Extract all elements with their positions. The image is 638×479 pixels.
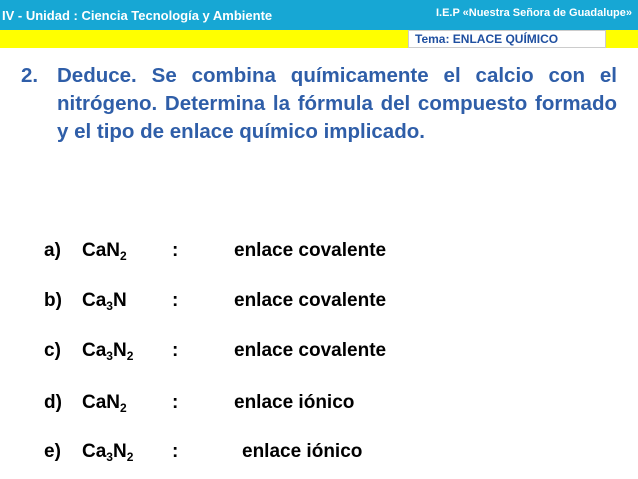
topic-title: Tema: ENLACE QUÍMICO (415, 32, 559, 46)
option-letter: b) (44, 290, 62, 311)
topic-box (408, 30, 606, 48)
option-bond-type: enlace covalente (234, 340, 387, 361)
option-separator: : (172, 441, 179, 462)
option-separator: : (172, 340, 179, 361)
option-formula: CaN$_2$ (82, 392, 127, 415)
answer-option[interactable] (0, 392, 638, 422)
option-separator: : (172, 392, 179, 413)
option-bond-type: enlace covalente (234, 240, 387, 261)
school-name: I.E.P «Nuestra Señora de Guadalupe» (435, 7, 632, 19)
option-separator: : (172, 240, 179, 261)
answer-option[interactable] (0, 290, 638, 320)
option-formula: $Ca_3N$ (82, 290, 127, 313)
answer-option[interactable] (0, 240, 638, 270)
option-letter: a) (44, 240, 61, 261)
option-letter: d) (44, 392, 62, 413)
option-separator: : (172, 290, 179, 311)
option-formula: $Ca_3N_2$ (82, 441, 134, 464)
answer-option[interactable] (0, 441, 638, 471)
option-formula: $Ca_3N_2$ (82, 340, 134, 363)
option-letter: e) (44, 441, 61, 462)
question-body (57, 62, 617, 146)
answer-option[interactable] (0, 340, 638, 370)
option-letter: c) (44, 340, 61, 361)
option-bond-type: enlace covalente (234, 290, 387, 311)
question-number: 2. (21, 64, 39, 87)
question-text: Se combina químicamente el calcio con el nitrógeno. Determina la fórmula del compuesto formado y el tipo de enlace químico implicado. (57, 64, 617, 143)
option-formula: CaN$_2$ (82, 240, 127, 263)
option-bond-type: enlace iónico (242, 441, 363, 462)
question-prefix: Deduce. (57, 64, 137, 87)
option-bond-type: enlace iónico (234, 392, 355, 413)
course-title: IV - Unidad : Ciencia Tecnología y Ambiente (2, 8, 273, 23)
header-bar (0, 0, 638, 30)
